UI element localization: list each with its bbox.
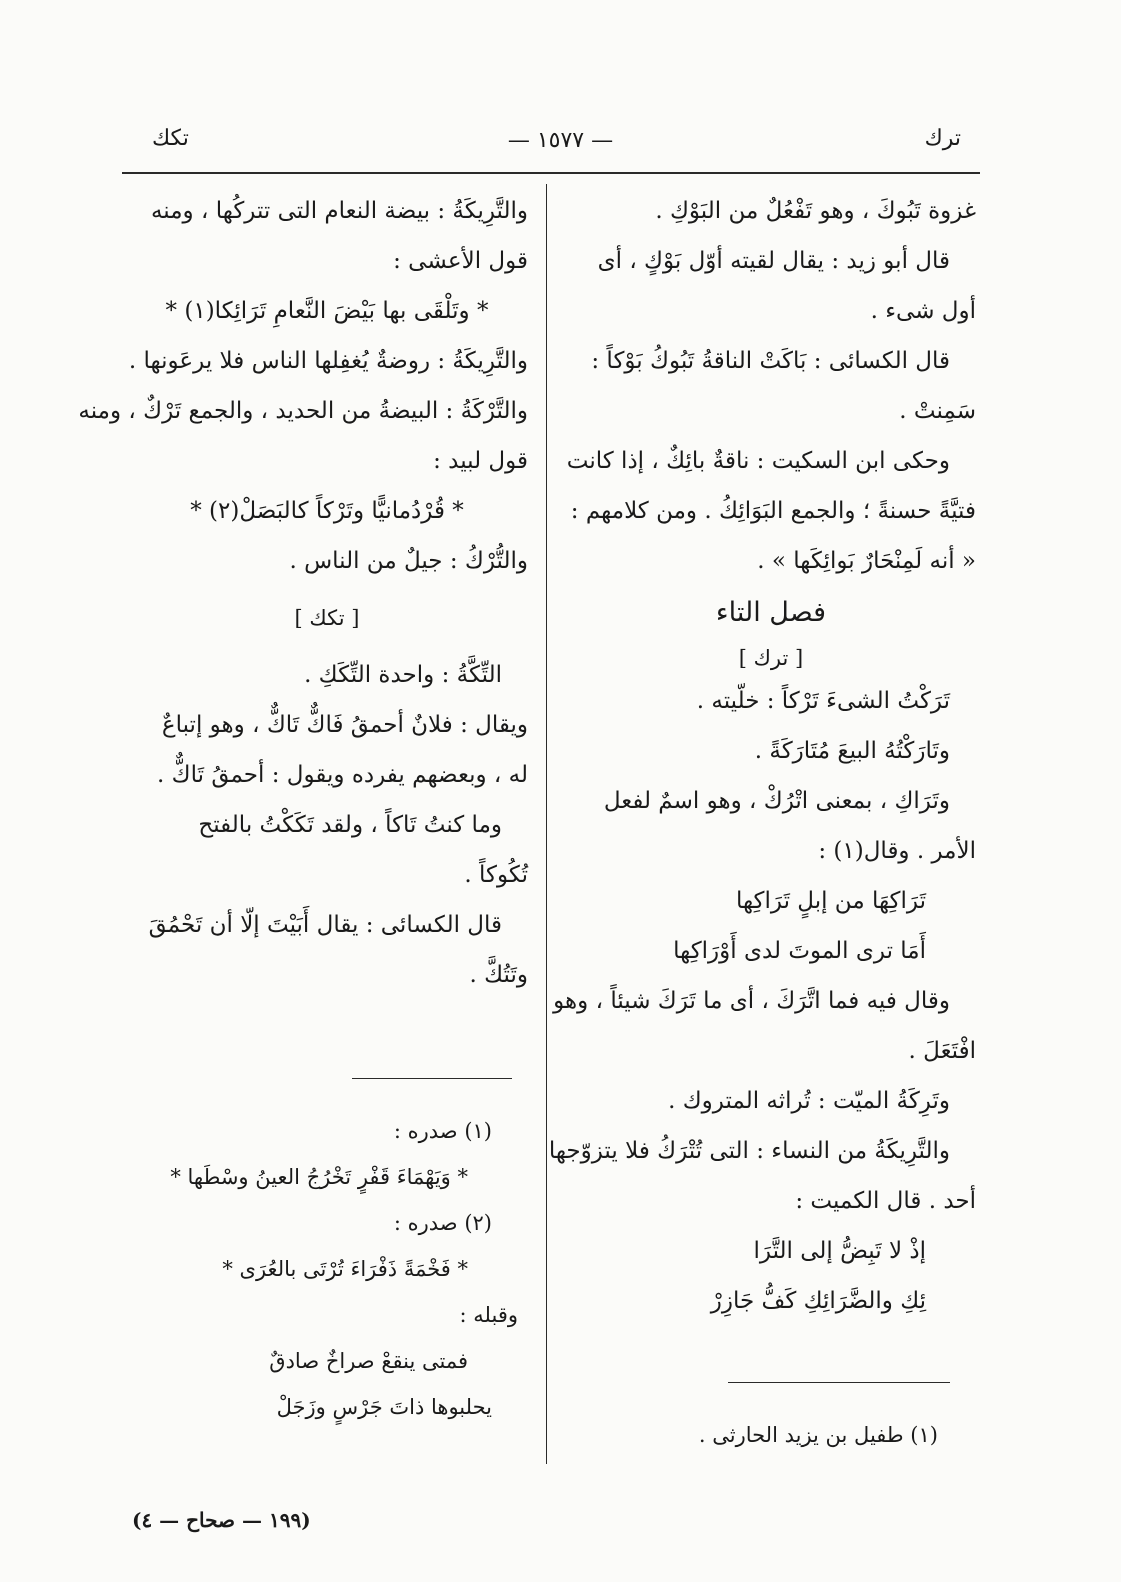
text-line: وتَتُكَّ . [469,962,528,988]
text-line: افْتَعَلَ . [908,1038,976,1064]
verse-line: ئِكِ والضَّرَائِكِ كَفُّ جَازِرْ [710,1288,926,1314]
text-line: وما كنتُ تَاكاً ، ولقد تَكَكْتُ بالفتح [198,812,502,838]
verse-line: أَمَا ترى الموتَ لدى أَوْرَاكِها [673,938,926,964]
text-line: تُكُوكاً . [464,862,528,888]
text-line: والتَّرْكَةُ : البيضةُ من الحديد ، والجمع تَرْكٌ ، ومنه [78,398,528,424]
text-line: قال الكسائى : يقال أَبَيْتَ إلّا أن تَحْمُقَ [148,912,502,938]
text-line: ويقال : فلانٌ أحمقُ فَاكٌّ تَاكٌّ ، وهو إتباعٌ [161,712,528,738]
page-number: — ١٥٧٧ — [507,128,614,153]
section-title: فصل التاء [715,597,827,628]
footnote-line: (١) صدره : [393,1119,492,1143]
footnote-line: * وَيَهْمَاءَ قَفْرٍ تَخْرُجُ العينُ وسْطَها * [170,1165,468,1189]
text-line: غزوة تَبُوكَ ، وهو تَفْعُلٌ من البَوْكِ . [655,198,976,224]
footnote-line: فمتى ينقعْ صراخٌ صادقٌ [269,1349,468,1373]
footnote-line: * فَخْمَةً ذَفْرَاءَ تُرْتَى بالعُرَى * [222,1257,468,1281]
left-column [78,186,528,1000]
text-line: قال الكسائى : بَاكَتْ الناقةُ تَبُوكُ بَوْكاً : [591,348,950,374]
text-line: قال أبو زيد : يقال لقيته أوّل بَوْكٍ ، أى [597,248,950,274]
text-line: وقال فيه فما اتَّرَكَ ، أى ما تَرَكَ شيئاً ، وهو [553,988,950,1014]
left-footnote-rule [352,1078,512,1079]
text-line: قول الأعشى : [393,248,528,274]
text-line: تَرَكْتُ الشىءَ تَرْكاً : خلّيته . [696,688,950,714]
signature-footer: (١٩٩ — صحاح — ٤) [132,1508,311,1532]
verse-line: تَرَاكِهَا من إبلٍ تَرَاكِها [735,888,926,914]
text-line: وتَرَاكِ ، بمعنى اتْرُكْ ، وهو اسمٌ لفعل [603,788,950,814]
text-line: قول لبيد : [433,448,528,474]
footnote-line: يحلبوها ذاتَ جَرْسٍ وزَجَلْ [276,1395,492,1419]
text-line: « أنه لَمِنْحَارٌ بَوائِكَها » . [757,548,976,574]
text-line: التِّكَّةُ : واحدة التِّكَكِ . [304,662,502,688]
text-line: والتَّرِيكَةُ : روضةٌ يُغفِلها الناس فلا يرعَونها . [128,348,528,374]
text-line: له ، وبعضهم يفرده ويقول : أحمقُ تَاكٌّ . [157,762,528,788]
footnote-line: (٢) صدره : [393,1211,492,1235]
text-line: والتَّرِيكَةُ : بيضة النعام التى تتركُها ، ومنه [150,198,528,224]
entry-heading: [ ترك ] [738,646,804,670]
footnote-line: وقبله : [459,1303,518,1327]
text-line: وحكى ابن السكيت : ناقةٌ بائِكٌ ، إذا كانت [566,448,950,474]
verse-line: إذْ لا تَبِضُّ إلى التَّرَا [753,1238,926,1264]
text-line: أحد . قال الكميت : [795,1188,976,1214]
text-line: أول شىء . [870,298,976,324]
entry-heading: [ تكك ] [294,606,360,630]
text-line: وتَرِكَةُ الميّت : تُراثه المتروك . [668,1088,950,1114]
right-column [548,186,976,1326]
text-line: والتُّرْكُ : جيلٌ من الناس . [289,548,528,574]
text-line: فتيَّةً حسنةً ؛ والجمع البَوَائِكُ . ومن كلامهم : [570,498,976,524]
text-line: والتَّرِيكَةُ من النساء : التى تُتْرَكُ فلا يتزوّجها [548,1138,950,1164]
verse-line: * قُرْدُمانيًّا وتَرْكاً كالبَصَلْ(٢) * [190,498,464,524]
header-rule [122,172,980,174]
left-footnotes [126,1108,518,1430]
column-divider [546,184,547,1464]
verse-line: * وتَلْقَى بها بَيْضَ النَّعامِ تَرَائِكا(١) * [165,298,489,324]
header-left-word: تكك [152,126,189,151]
text-line: سَمِنتْ . [899,398,976,424]
text-line: وتَارَكْتُهُ البيعَ مُتَارَكَةً . [754,738,950,764]
text-line: الأمر . وقال(١) : [818,838,976,864]
header-right-word: ترك [924,126,961,151]
right-footnote-rule [728,1382,950,1383]
right-footnote: (١) طفيل بن يزيد الحارثى . [698,1423,938,1447]
